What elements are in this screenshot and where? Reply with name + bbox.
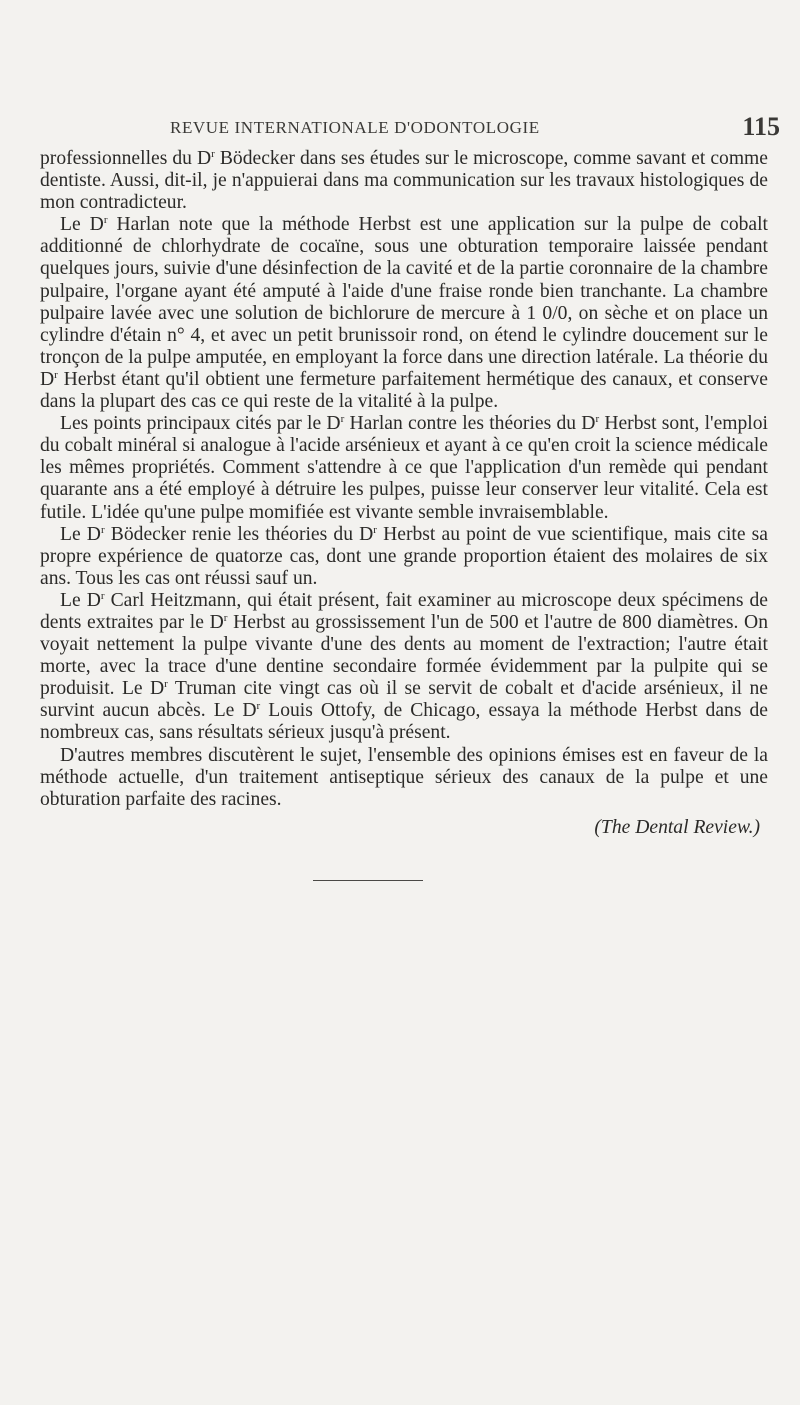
page-number: 115	[742, 112, 780, 141]
running-head	[40, 112, 780, 144]
paragraph-3: Les points principaux cités par le $D^r$ Harlan contre les théories du $D^r$ Herbst sont, l'emploi du cobalt minéral si analogue à l'acide arsénieux et ayant à ce qu'en croit la science médicale les mêmes propriétés. Comment s'attendre à ce que l'application d'un remède qui pendant quarante ans a été employé à détruire les pulpes, puisse leur conserver leur vitalité. Cela est futile. L'idée qu'une pulpe momifiée est vivante semble invraisemblable.	[40, 413, 768, 523]
source-citation: (The Dental Review.)	[594, 816, 760, 838]
paragraph-4: Le $D^r$ Bödecker renie les théories du $D^r$ Herbst au point de vue scientifique, mais cite sa propre expérience de quatorze cas, dont une grande proportion étaient des molaires de six ans. Tous les cas ont réussi sauf un.	[40, 523, 768, 589]
article-body	[40, 148, 768, 839]
paragraph-1: professionnelles du $D^r$ Bödecker dans ses études sur le microscope, comme savant et comme dentiste. Aussi, dit-il, je n'appuierai dans ma communication sur les travaux histologiques de mon contradicteur.	[40, 148, 768, 214]
paragraph-6: D'autres membres discutèrent le sujet, l'ensemble des opinions émises est en faveur de la méthode actuelle, d'un traitement antiseptique sérieux des canaux de la pulpe et une obturation parfaite des racines.	[40, 744, 768, 810]
running-title: REVUE INTERNATIONALE D'ODONTOLOGIE	[170, 118, 540, 137]
paragraph-5: Le $D^r$ Carl Heitzmann, qui était présent, fait examiner au microscope deux spécimens de dents extraites par le $D^r$ Herbst au grossissement l'un de 500 et l'autre de 800 diamètres. On voyait nettement la pulpe vivante d'une des dents au moment de l'extraction; l'autre était morte, avec la trace d'une dentine secondaire formée évidemment par la pulpite qui se produisit. Le $D^r$ Truman cite vingt cas où il se servit de cobalt et d'acide arsénieux, il ne survint aucun abcès. Le $D^r$ Louis Ottofy, de Chicago, essaya la méthode Herbst dans de nombreux cas, sans résultats sérieux jusqu'à présent.	[40, 589, 768, 744]
separator-rule	[313, 880, 423, 881]
paragraph-2: Le $D^r$ Harlan note que la méthode Herbst est une application sur la pulpe de cobalt additionné de chlorhydrate de cocaïne, sous une obturation temporaire laissée pendant quelques jours, suivie d'une désinfection de la cavité et de la partie coronnaire de la chambre pulpaire, l'organe ayant été amputé à l'aide d'une fraise ronde bien tranchante. La chambre pulpaire lavée avec une solution de bichlorure de mercure à 1 0/0, on sèche et on place un cylindre d'étain n° 4, et avec un petit brunissoir rond, on étend le cylindre doucement sur le tronçon de la pulpe amputée, en employant la force dans une direction latérale. La théorie du $D^r$ Herbst étant qu'il obtient une fermeture parfaitement hermétique des canaux, et conserve dans la plupart des cas ce qui reste de la vitalité à la pulpe.	[40, 214, 769, 413]
